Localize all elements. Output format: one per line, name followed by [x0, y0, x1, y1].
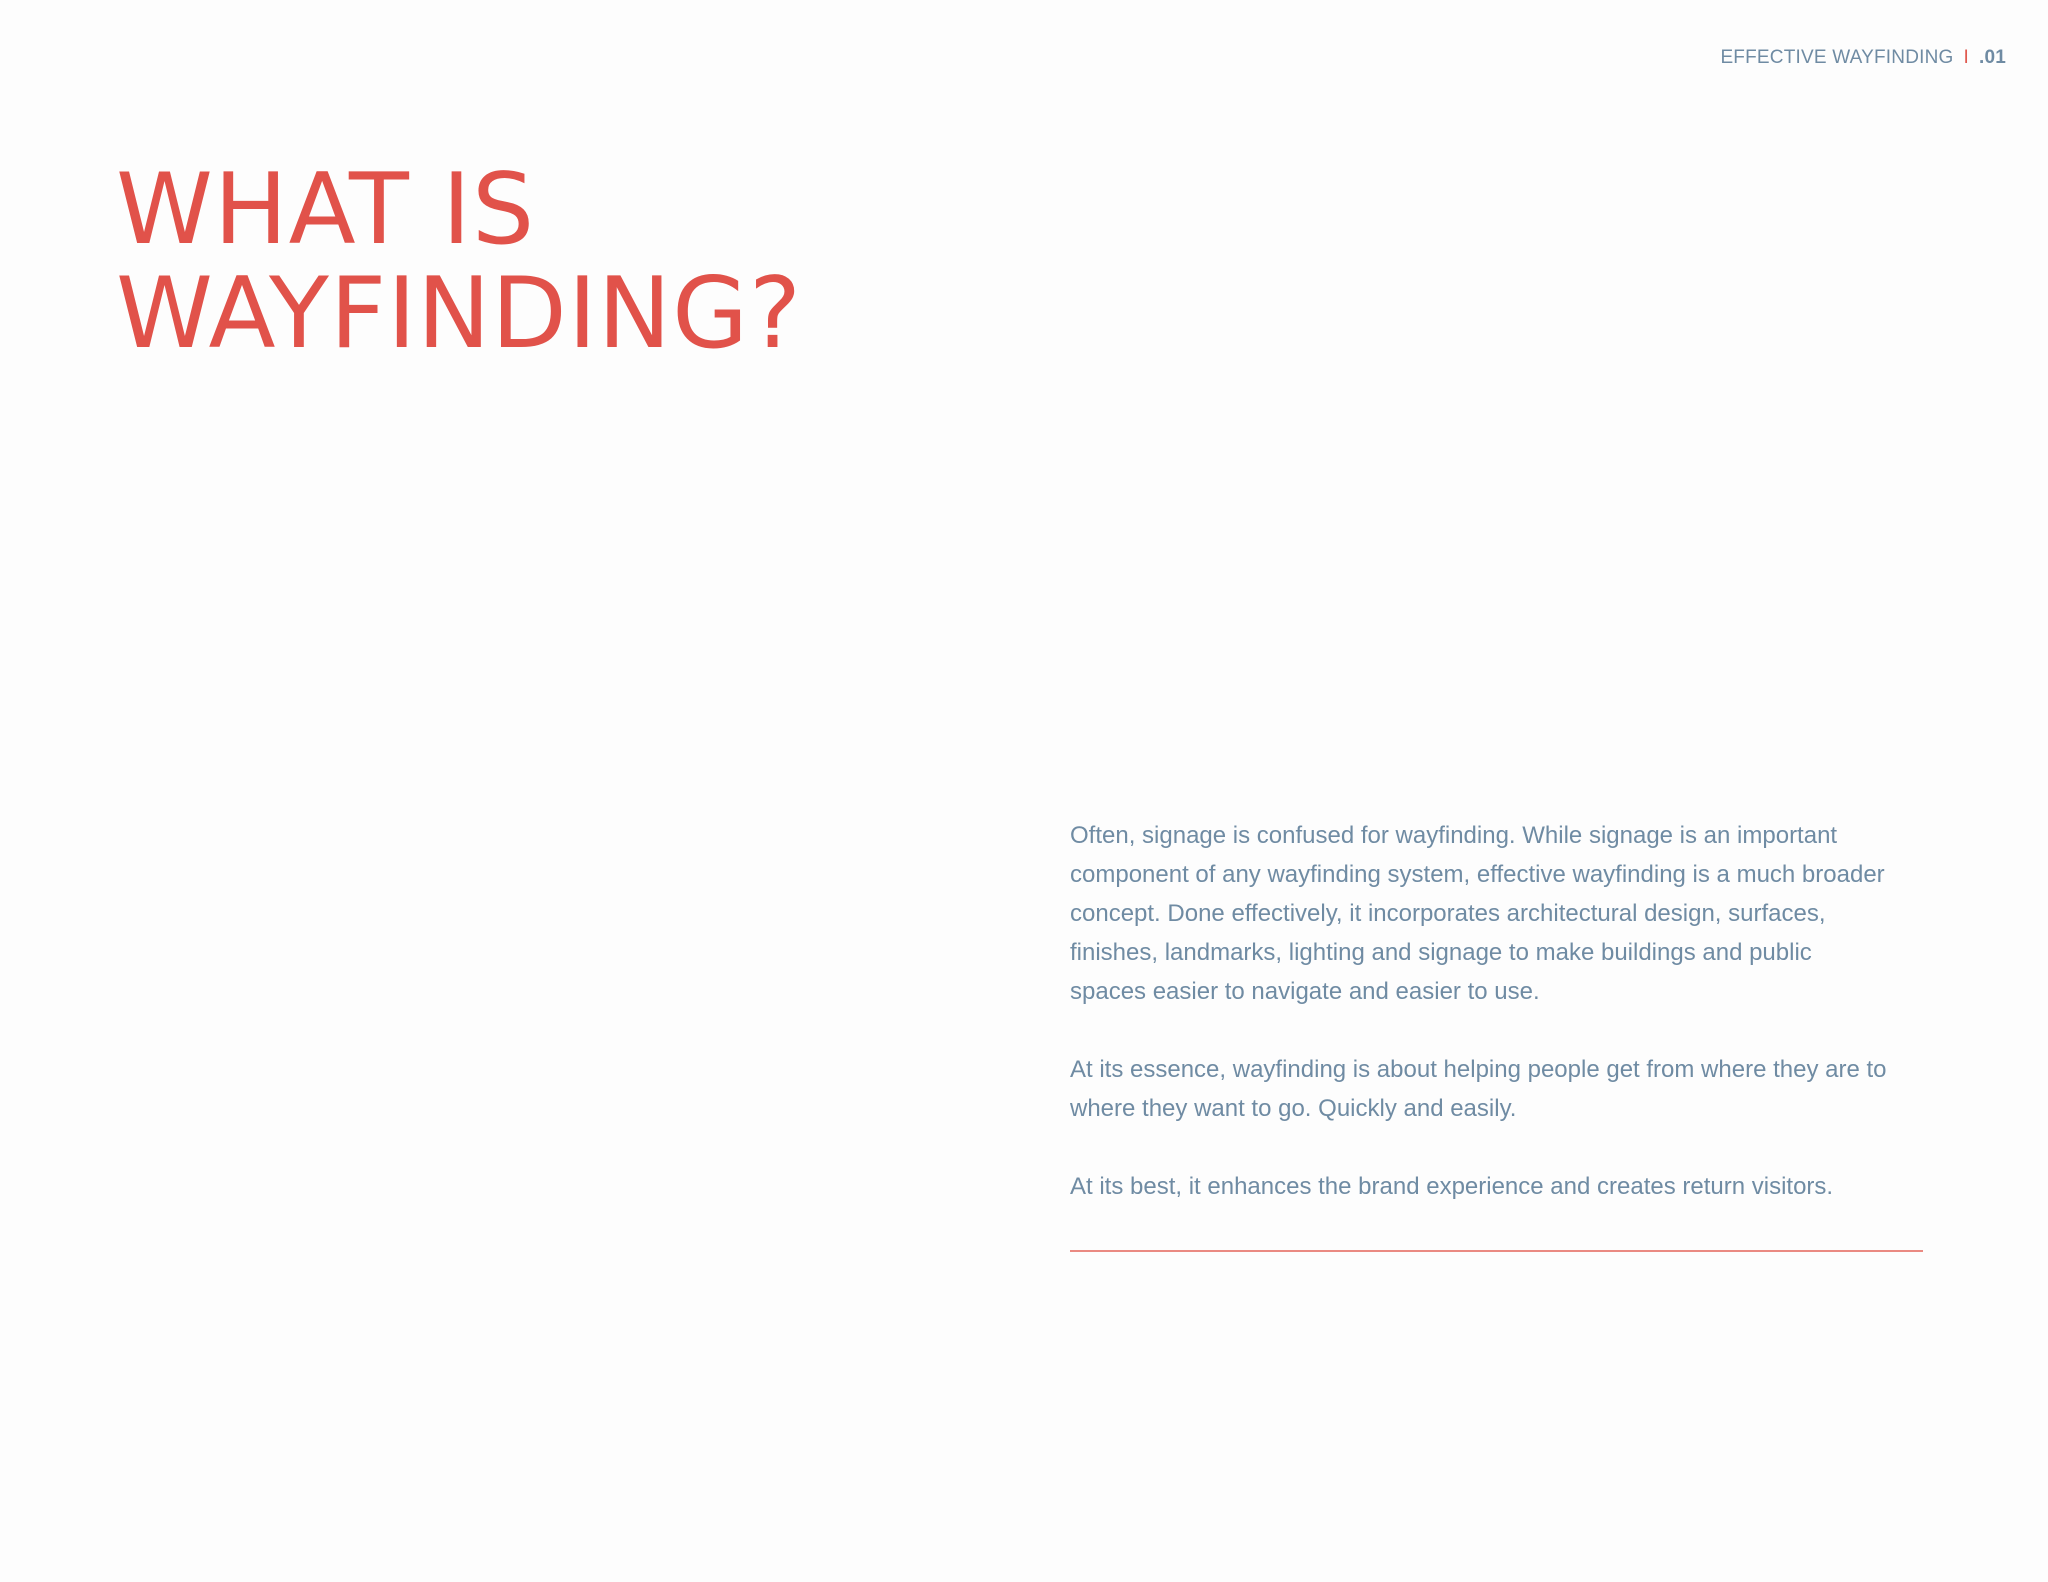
divider-rule	[1070, 1250, 1923, 1252]
header-separator: I	[1963, 47, 1969, 68]
page-number: .01	[1978, 47, 2006, 68]
page-title	[116, 153, 803, 371]
paragraph-2: At its essence, wayfinding is about helping people get from where they are to where they want to go. Quickly and easily.	[1070, 1056, 1887, 1122]
paragraph-3: At its best, it enhances the brand experience and creates return visitors.	[1070, 1173, 1834, 1200]
body-text	[1070, 816, 1890, 1245]
paragraph-1: Often, signage is confused for wayfinding. While signage is an important component of any wayfinding system, effective wayfinding is a much broader concept. Done effectively, it incorporates architectural design, surfaces, finishes, landmarks, lighting and signage to make buildings and public spaces easier to navigate and easier to use.	[1070, 822, 1885, 1005]
section-label: EFFECTIVE WAYFINDING	[1720, 47, 1954, 68]
running-header	[1720, 47, 2006, 69]
title-line-2: WAYFINDING?	[116, 257, 803, 371]
title-line-1: WHAT IS	[116, 153, 536, 267]
